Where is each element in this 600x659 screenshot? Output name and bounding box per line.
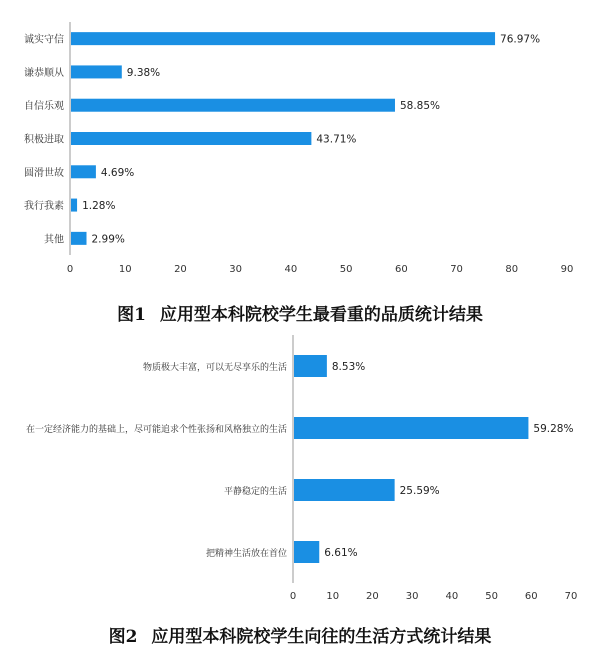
x-tick-label: 0: [66, 264, 74, 275]
category-label: 我行我素: [24, 201, 64, 213]
x-tick-label: 80: [505, 264, 519, 275]
category-label: 谦恭顺从: [24, 67, 64, 79]
figure-1-title: 应用型本科院校学生最看重的品质统计结果: [159, 305, 483, 325]
category-label: 诚实守信: [24, 34, 64, 46]
bar: [294, 541, 319, 563]
bar: [294, 479, 395, 501]
x-tick-label: 60: [524, 591, 538, 602]
data-label: 1.28%: [82, 200, 116, 213]
x-tick-label: 0: [289, 591, 297, 602]
x-tick-label: 60: [394, 264, 408, 275]
bar: [71, 132, 311, 145]
data-label: 25.59%: [399, 485, 440, 497]
figure-2-number: 图2: [108, 627, 138, 647]
bar: [71, 65, 122, 78]
bar: [71, 232, 87, 245]
x-tick-label: 20: [366, 591, 379, 602]
figure-2-title: 应用型本科院校学生向往的生活方式统计结果: [151, 627, 492, 647]
bar: [71, 99, 395, 112]
x-tick-label: 10: [118, 264, 132, 275]
bar: [71, 32, 495, 45]
bar: [71, 199, 77, 212]
chart-1: [0, 0, 600, 290]
data-label: 59.28%: [533, 423, 574, 435]
data-label: 6.61%: [324, 547, 358, 559]
category-label: 其他: [44, 234, 64, 246]
category-label: 圆滑世故: [24, 167, 64, 179]
bar: [294, 355, 327, 377]
category-label: 在一定经济能力的基础上，尽可能追求个性张扬和风格独立的生活: [25, 425, 287, 435]
category-label: 物质极大丰富，可以无尽享乐的生活: [142, 363, 287, 373]
x-tick-label: 50: [485, 591, 498, 602]
data-label: 2.99%: [91, 233, 125, 246]
category-label: 把精神生活放在首位: [205, 549, 287, 559]
bar: [71, 165, 96, 178]
data-label: 58.85%: [399, 100, 441, 113]
x-tick-label: 90: [560, 264, 574, 275]
x-tick-label: 10: [326, 591, 340, 602]
chart-2: [0, 335, 600, 625]
data-label: 9.38%: [126, 66, 161, 79]
data-label: 76.97%: [500, 33, 541, 46]
x-tick-label: 30: [229, 264, 243, 275]
x-tick-label: 40: [284, 264, 298, 275]
data-label: 4.69%: [100, 166, 135, 179]
x-tick-label: 20: [174, 264, 187, 275]
figure-1-number: 图1: [117, 305, 146, 325]
data-label: 43.71%: [316, 133, 357, 146]
x-tick-label: 40: [445, 591, 459, 602]
figure-1-caption: [0, 300, 600, 325]
bar: [294, 417, 528, 439]
category-label: 自信乐观: [24, 101, 64, 113]
x-tick-label: 70: [564, 591, 578, 602]
figure-2-caption: [0, 622, 600, 647]
data-label: 8.53%: [331, 361, 366, 373]
x-tick-label: 50: [339, 264, 353, 275]
x-tick-label: 70: [450, 264, 463, 275]
x-tick-label: 30: [405, 591, 419, 602]
category-label: 平静稳定的生活: [223, 487, 287, 497]
category-label: 积极进取: [24, 134, 64, 146]
